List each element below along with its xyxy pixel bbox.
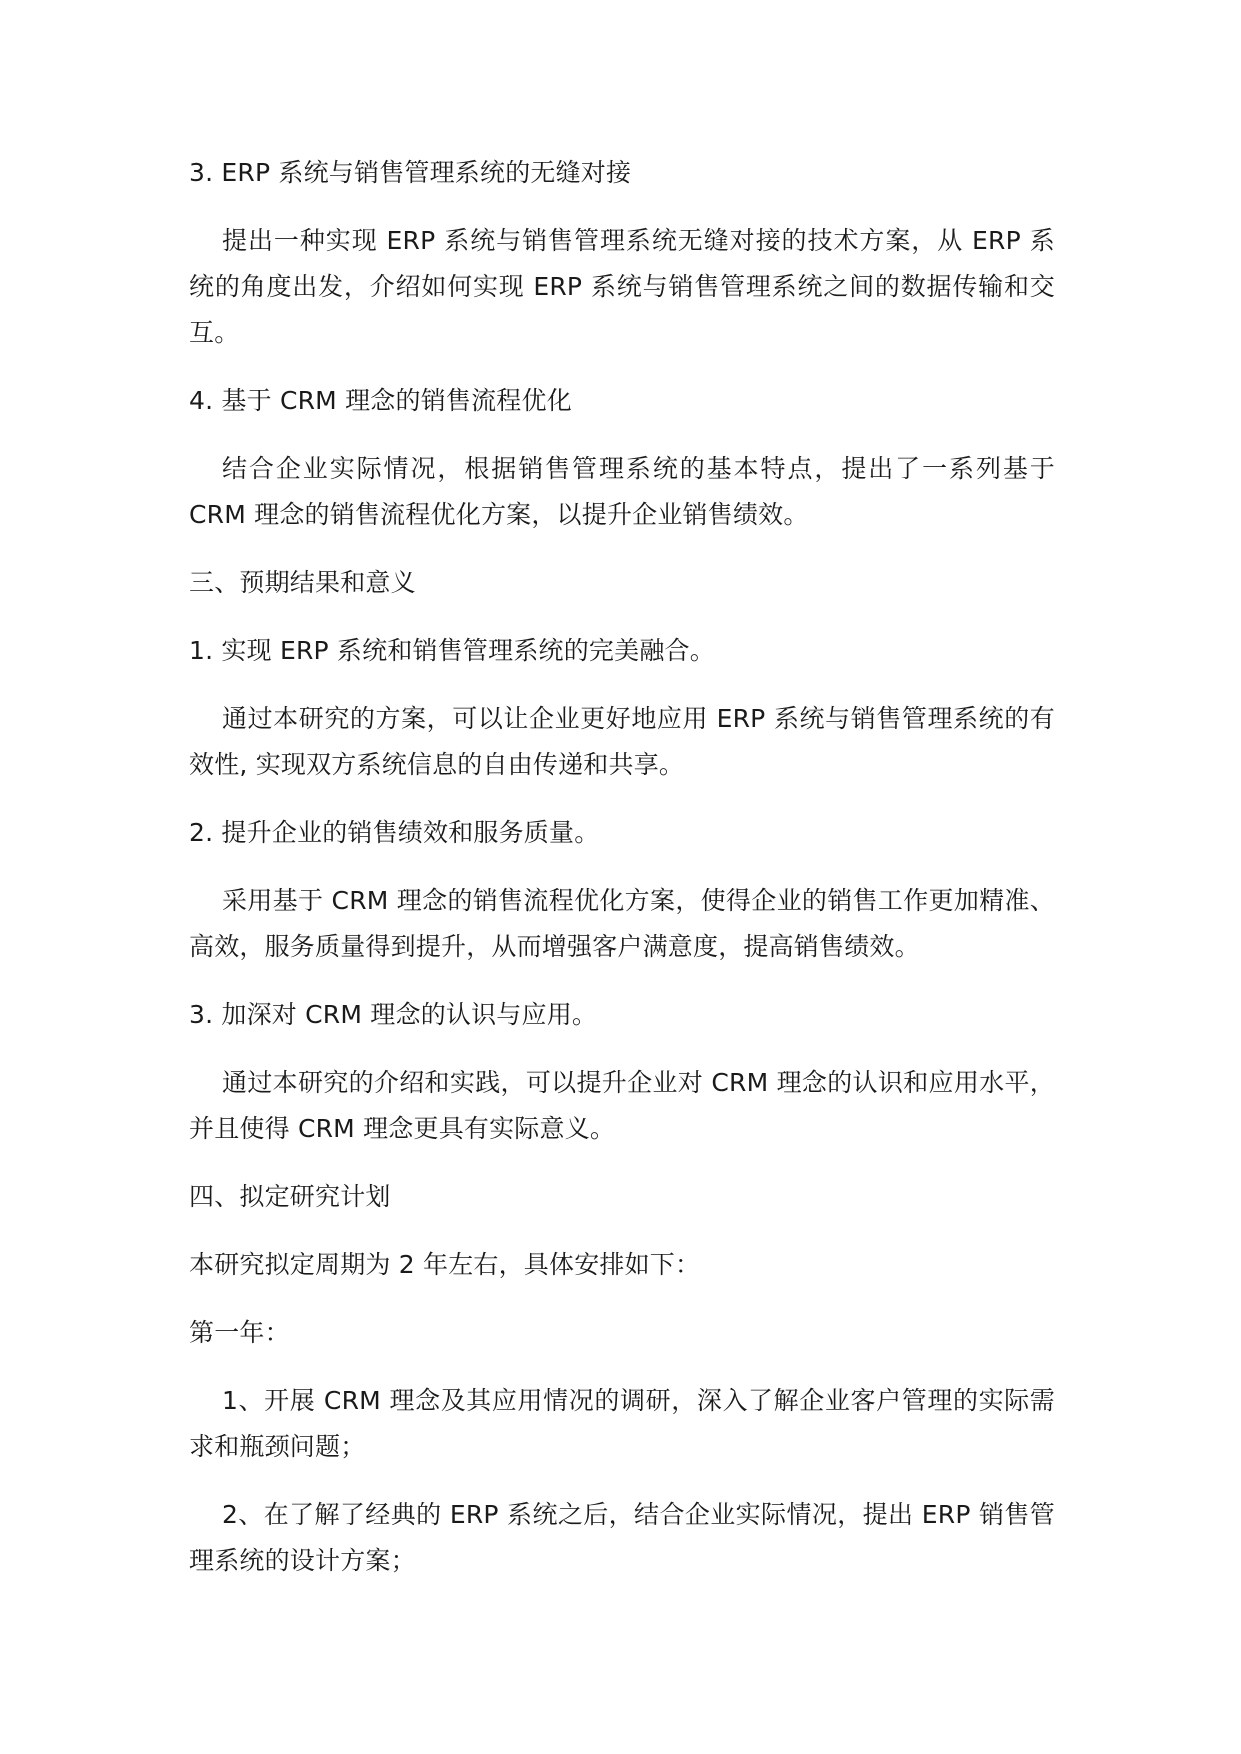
document-body [189, 150, 1055, 1606]
list-item: 2、在了解了经典的 ERP 系统之后，结合企业实际情况，提出 ERP 销售管理系统的设计方案； [189, 1500, 1055, 1575]
paragraph: 提出一种实现 ERP 系统与销售管理系统无缝对接的技术方案，从 ERP 系统的角度出发，介绍如何实现 ERP 系统与销售管理系统之间的数据传输和交互。 [189, 226, 1055, 347]
section-heading: 3. 加深对 CRM 理念的认识与应用。 [189, 1000, 598, 1029]
chapter-heading: 三、预期结果和意义 [189, 568, 416, 597]
paragraph: 通过本研究的方案，可以让企业更好地应用 ERP 系统与销售管理系统的有效性, 实现双方系统信息的自由传递和共享。 [189, 704, 1055, 779]
list-item: 1、开展 CRM 理念及其应用情况的调研，深入了解企业客户管理的实际需求和瓶颈问题； [189, 1386, 1055, 1461]
plain-line: 第一年： [189, 1318, 290, 1347]
paragraph: 通过本研究的介绍和实践，可以提升企业对 CRM 理念的认识和应用水平，并且使得 CRM 理念更具有实际意义。 [189, 1068, 1055, 1143]
section-heading: 4. 基于 CRM 理念的销售流程优化 [189, 386, 572, 415]
section-heading: 3. ERP 系统与销售管理系统的无缝对接 [189, 158, 632, 187]
chapter-heading: 四、拟定研究计划 [189, 1182, 391, 1211]
paragraph: 采用基于 CRM 理念的销售流程优化方案，使得企业的销售工作更加精准、高效，服务质量得到提升，从而增强客户满意度，提高销售绩效。 [189, 886, 1055, 961]
section-heading: 2. 提升企业的销售绩效和服务质量。 [189, 818, 600, 847]
plain-line: 本研究拟定周期为 2 年左右，具体安排如下： [189, 1250, 701, 1279]
paragraph: 结合企业实际情况，根据销售管理系统的基本特点，提出了一系列基于 CRM 理念的销售流程优化方案，以提升企业销售绩效。 [189, 454, 1055, 529]
section-heading: 1. 实现 ERP 系统和销售管理系统的完美融合。 [189, 636, 715, 665]
